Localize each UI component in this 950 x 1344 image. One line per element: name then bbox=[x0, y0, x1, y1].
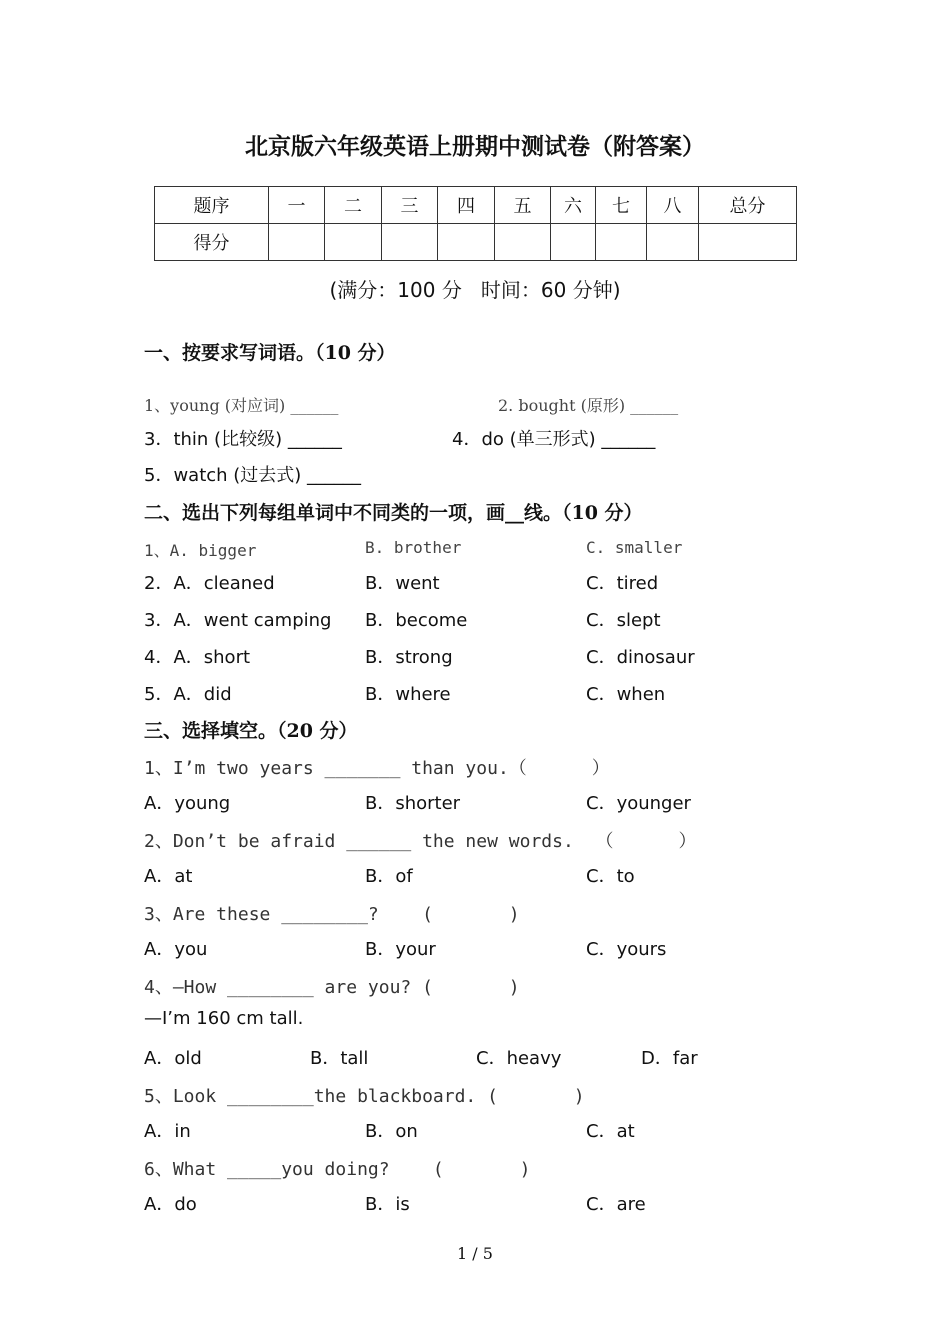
score-cell bbox=[325, 224, 382, 261]
s1-question-1: 1、young (对应词) ______ bbox=[144, 396, 339, 415]
score-header-cell: 二 bbox=[325, 187, 382, 224]
s2-row-2-a: 2．A．cleaned bbox=[144, 573, 275, 594]
s2-row-2-c: C．tired bbox=[586, 573, 659, 594]
s2-row-4-b: B．strong bbox=[365, 647, 453, 668]
s2-row-1-b: B. brother bbox=[365, 538, 462, 557]
s3-q1-option-c: C．younger bbox=[586, 793, 691, 814]
s3-q5-option-c: C．at bbox=[586, 1121, 635, 1142]
score-cell bbox=[495, 224, 551, 261]
score-cell bbox=[551, 224, 596, 261]
s1-question-2: 2. bought (原形) ______ bbox=[498, 396, 679, 415]
s3-question-1: 1、I’m two years _______ than you.（ ） bbox=[144, 758, 610, 779]
s3-question-6: 6、What _____you doing? ( ) bbox=[144, 1159, 531, 1180]
score-cell bbox=[382, 224, 438, 261]
s2-row-1-a: 1、A. bigger bbox=[144, 541, 257, 560]
score-row-label: 得分 bbox=[155, 224, 269, 261]
s3-question-4: 4、—How ________ are you? ( ) bbox=[144, 977, 520, 998]
s2-row-3-a: 3．A．went camping bbox=[144, 610, 332, 631]
s3-question-2: 2、Don’t be afraid ______ the new words. （ ） bbox=[144, 831, 697, 852]
s1-question-4: 4．do (单三形式) ______ bbox=[452, 429, 656, 450]
s3-question-3: 3、Are these ________? ( ) bbox=[144, 904, 520, 925]
exam-info: (满分：100 分 时间：60 分钟) bbox=[329, 278, 621, 302]
score-header-cell: 一 bbox=[269, 187, 325, 224]
page-title: 北京版六年级英语上册期中测试卷（附答案） bbox=[245, 133, 705, 160]
score-table bbox=[154, 186, 797, 261]
s2-row-4-c: C．dinosaur bbox=[586, 647, 695, 668]
score-header-cell: 总分 bbox=[699, 187, 797, 224]
s3-q5-option-a: A．in bbox=[144, 1121, 191, 1142]
score-cell bbox=[438, 224, 495, 261]
page-number: 1 / 5 bbox=[457, 1244, 493, 1263]
s3-q4-option-c: C．heavy bbox=[476, 1048, 562, 1069]
score-header-cell: 三 bbox=[382, 187, 438, 224]
s1-question-3: 3．thin (比较级) ______ bbox=[144, 429, 342, 450]
score-cell bbox=[647, 224, 699, 261]
s2-row-3-b: B．become bbox=[365, 610, 468, 631]
s3-q1-option-b: B．shorter bbox=[365, 793, 461, 814]
s3-q3-option-c: C．yours bbox=[586, 939, 667, 960]
section2-heading: 二、选出下列每组单词中不同类的一项，画__线。（10 分） bbox=[144, 502, 643, 524]
s2-row-5-c: C．when bbox=[586, 684, 666, 705]
s2-row-5-a: 5．A．did bbox=[144, 684, 232, 705]
s2-row-4-a: 4．A．short bbox=[144, 647, 251, 668]
score-header-cell: 题序 bbox=[155, 187, 269, 224]
s3-q6-option-c: C．are bbox=[586, 1194, 646, 1215]
score-cell bbox=[269, 224, 325, 261]
score-header-cell: 八 bbox=[647, 187, 699, 224]
section3-heading: 三、选择填空。（20 分） bbox=[144, 720, 358, 742]
section1-heading: 一、按要求写词语。（10 分） bbox=[144, 342, 396, 364]
s3-question-5: 5、Look ________the blackboard. ( ) bbox=[144, 1086, 585, 1107]
s3-q3-option-b: B．your bbox=[365, 939, 436, 960]
s3-q4-option-b: B．tall bbox=[310, 1048, 369, 1069]
score-row bbox=[155, 224, 797, 261]
s3-q5-option-b: B．on bbox=[365, 1121, 418, 1142]
s2-row-2-b: B．went bbox=[365, 573, 440, 594]
s2-row-1-c: C. smaller bbox=[586, 538, 683, 557]
s3-q2-option-c: C．to bbox=[586, 866, 635, 887]
s3-q4-answer-line: —I’m 160 cm tall. bbox=[144, 1008, 304, 1029]
score-header-row bbox=[155, 187, 797, 224]
s3-q2-option-a: A．at bbox=[144, 866, 193, 887]
s3-q3-option-a: A．you bbox=[144, 939, 208, 960]
s1-question-5: 5．watch (过去式) ______ bbox=[144, 465, 362, 486]
s3-q4-option-a: A．old bbox=[144, 1048, 202, 1069]
s3-q1-option-a: A．young bbox=[144, 793, 231, 814]
score-header-cell: 五 bbox=[495, 187, 551, 224]
score-header-cell: 四 bbox=[438, 187, 495, 224]
s3-q4-option-d: D．far bbox=[641, 1048, 698, 1069]
score-cell bbox=[699, 224, 797, 261]
score-header-cell: 七 bbox=[596, 187, 647, 224]
s3-q6-option-a: A．do bbox=[144, 1194, 197, 1215]
score-header-cell: 六 bbox=[551, 187, 596, 224]
s3-q6-option-b: B．is bbox=[365, 1194, 410, 1215]
s3-q2-option-b: B．of bbox=[365, 866, 413, 887]
s2-row-5-b: B．where bbox=[365, 684, 451, 705]
score-cell bbox=[596, 224, 647, 261]
s2-row-3-c: C．slept bbox=[586, 610, 661, 631]
